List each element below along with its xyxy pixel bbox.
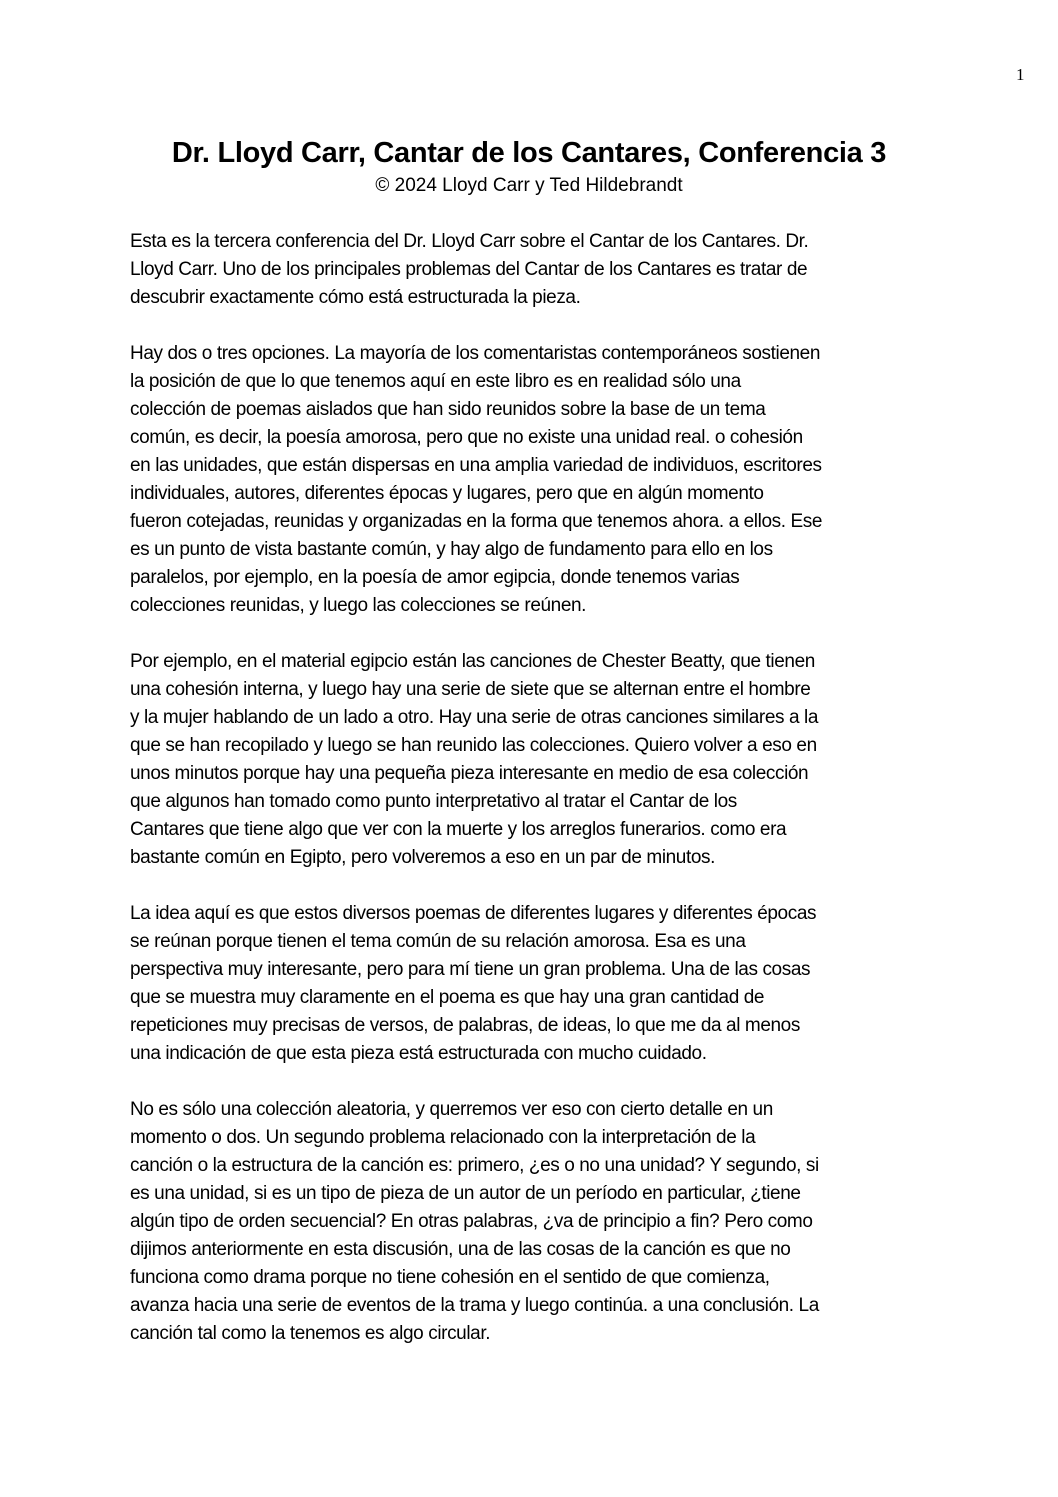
text-line: en las unidades, que están dispersas en una amplia variedad de individuos, escritores xyxy=(130,455,822,476)
text-line: colección de poemas aislados que han sido reunidos sobre la base de un tema xyxy=(130,399,766,420)
text-line: es un punto de vista bastante común, y hay algo de fundamento para ello en los xyxy=(130,539,773,560)
text-line: canción o la estructura de la canción es: primero, ¿es o no una unidad? Y segundo, si xyxy=(130,1155,819,1176)
text-line: dijimos anteriormente en esta discusión, una de las cosas de la canción es que no xyxy=(130,1239,791,1260)
paragraph-2 xyxy=(130,340,940,620)
text-line: común, es decir, la poesía amorosa, pero que no existe una unidad real. o cohesión xyxy=(130,427,803,448)
text-line: unos minutos porque hay una pequeña pieza interesante en medio de esa colección xyxy=(130,763,809,784)
text-line: Esta es la tercera conferencia del Dr. Lloyd Carr sobre el Cantar de los Cantares. Dr. xyxy=(130,231,809,252)
document-body xyxy=(130,228,940,1376)
paragraph-3 xyxy=(130,648,940,872)
copyright-line: © 2024 Lloyd Carr y Ted Hildebrandt xyxy=(375,175,683,196)
text-line: Cantares que tiene algo que ver con la muerte y los arreglos funerarios. como era xyxy=(130,819,787,840)
text-line: que se han recopilado y luego se han reunido las colecciones. Quiero volver a eso en xyxy=(130,735,817,756)
text-line: colecciones reunidas, y luego las colecciones se reúnen. xyxy=(130,595,587,616)
text-line: funciona como drama porque no tiene cohesión en el sentido de que comienza, xyxy=(130,1267,770,1288)
text-line: descubrir exactamente cómo está estructurada la pieza. xyxy=(130,287,581,308)
text-line: bastante común en Egipto, pero volveremos a eso en un par de minutos. xyxy=(130,847,715,868)
text-line: individuales, autores, diferentes épocas y lugares, pero que en algún momento xyxy=(130,483,764,504)
paragraph-5 xyxy=(130,1096,940,1348)
text-line: paralelos, por ejemplo, en la poesía de amor egipcia, donde tenemos varias xyxy=(130,567,740,588)
paragraph-1 xyxy=(130,228,940,312)
text-line: y la mujer hablando de un lado a otro. Hay una serie de otras canciones similares a la xyxy=(130,707,819,728)
text-line: algún tipo de orden secuencial? En otras palabras, ¿va de principio a fin? Pero como xyxy=(130,1211,813,1232)
text-line: repeticiones muy precisas de versos, de palabras, de ideas, lo que me da al menos xyxy=(130,1015,800,1036)
text-line: La idea aquí es que estos diversos poemas de diferentes lugares y diferentes épocas xyxy=(130,903,817,924)
page-number: 1 xyxy=(1016,65,1025,84)
text-line: momento o dos. Un segundo problema relacionado con la interpretación de la xyxy=(130,1127,756,1148)
text-line: que se muestra muy claramente en el poema es que hay una gran cantidad de xyxy=(130,987,765,1008)
text-line: canción tal como la tenemos es algo circular. xyxy=(130,1323,491,1344)
document-title: Dr. Lloyd Carr, Cantar de los Cantares, Conferencia 3 xyxy=(171,137,887,169)
text-line: fueron cotejadas, reunidas y organizadas en la forma que tenemos ahora. a ellos. Ese xyxy=(130,511,823,532)
text-line: una indicación de que esta pieza está estructurada con mucho cuidado. xyxy=(130,1043,707,1064)
text-line: una cohesión interna, y luego hay una serie de siete que se alternan entre el hombre xyxy=(130,679,811,700)
text-line: es una unidad, si es un tipo de pieza de un autor de un período en particular, ¿tiene xyxy=(130,1183,801,1204)
text-line: Hay dos o tres opciones. La mayoría de los comentaristas contemporáneos sostienen xyxy=(130,343,820,364)
text-line: Por ejemplo, en el material egipcio están las canciones de Chester Beatty, que tienen xyxy=(130,651,815,672)
text-line: Lloyd Carr. Uno de los principales problemas del Cantar de los Cantares es tratar de xyxy=(130,259,808,280)
text-line: avanza hacia una serie de eventos de la trama y luego continúa. a una conclusión. La xyxy=(130,1295,819,1316)
text-line: la posición de que lo que tenemos aquí en este libro es en realidad sólo una xyxy=(130,371,741,392)
text-line: perspectiva muy interesante, pero para mí tiene un gran problema. Una de las cosas xyxy=(130,959,811,980)
paragraph-4 xyxy=(130,900,940,1068)
text-line: No es sólo una colección aleatoria, y querremos ver eso con cierto detalle en un xyxy=(130,1099,773,1120)
text-line: se reúnan porque tienen el tema común de su relación amorosa. Esa es una xyxy=(130,931,746,952)
text-line: que algunos han tomado como punto interpretativo al tratar el Cantar de los xyxy=(130,791,737,812)
